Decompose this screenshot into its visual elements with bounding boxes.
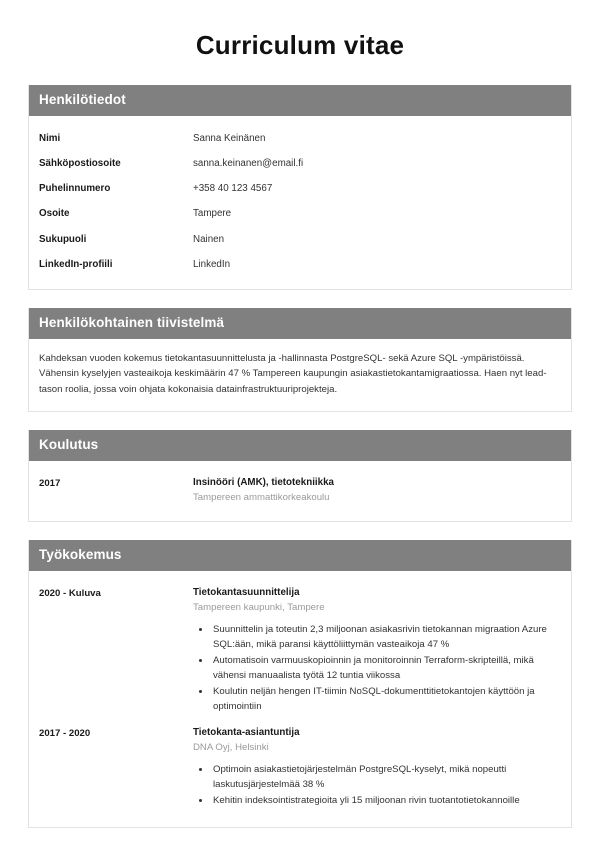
- experience-entry-bullet-list: [193, 623, 561, 714]
- experience-entry-bullet: • Automatisoin varmuuskopioinnin ja monitoroinnin Terraform-skripteillä, mikä vähensi manuaalista työtä 12 tuntia viikossa: [211, 654, 561, 684]
- personal-information-label: Osoite: [39, 208, 70, 220]
- experience-entry-subtitle: DNA Oyj, Helsinki: [193, 741, 269, 753]
- experience-entry-bullet: • Koulutin neljän hengen IT-tiimin NoSQL-dokumenttitietokantojen käyttöön ja optimointiin: [211, 685, 561, 715]
- experience-entry-details: [193, 726, 561, 811]
- personal-information-row: [39, 126, 561, 151]
- section-header-personal-summary: Henkilökohtainen tiivistelmä: [29, 308, 571, 339]
- personal-information-value: sanna.keinanen@email.fi: [193, 157, 304, 169]
- section-header-education: Koulutus: [29, 430, 571, 461]
- education-entry-title: Insinööri (AMK), tietotekniikka: [193, 476, 334, 488]
- personal-information-row: [39, 201, 561, 226]
- experience-entry-bullet: • Suunnittelin ja toteutin 2,3 miljoonan asiakasrivin tietokannan migraation Azure SQL:ään, mikä paransi käyttöliittymän vasteaikoja 47 %: [211, 623, 561, 653]
- experience-entry: [39, 721, 561, 815]
- experience-entry-title: Tietokantasuunnittelija: [193, 586, 300, 598]
- section-header-personal-information: Henkilötiedot: [29, 85, 571, 116]
- education-entry-date: 2017: [39, 477, 61, 489]
- personal-information-row: [39, 252, 561, 277]
- personal-information-label: LinkedIn-profiili: [39, 258, 113, 270]
- experience-entry: [39, 581, 561, 721]
- personal-information-row: [39, 227, 561, 252]
- personal-information-rows: [39, 126, 561, 277]
- section-header-work-experience: Työkokemus: [29, 540, 571, 571]
- education-entry: [39, 471, 561, 510]
- section-work-experience: [28, 540, 572, 827]
- summary-paragraph: Kahdeksan vuoden kokemus tietokantasuunnittelusta ja -hallinnasta PostgreSQL- sekä Azure SQL -ympäristöissä. Vähensin kyselyjen vasteaikoja keskimäärin 47 % Tampereen kaupungin asiakastietokantamigraatiossa. Haen nyt lead-tason roolia, jossa voin ohjata kokonaisia datainfrastruktuuriprojekteja.: [39, 352, 547, 395]
- experience-entry-date: 2020 - Kuluva: [39, 587, 101, 599]
- personal-information-label: Nimi: [39, 132, 61, 144]
- section-body-personal-information: [29, 116, 571, 289]
- education-entry-details: [193, 476, 561, 506]
- personal-information-table: [39, 126, 561, 277]
- personal-information-label: Sukupuoli: [39, 233, 87, 245]
- section-personal-information: [28, 85, 572, 290]
- experience-entry-bullet: • Optimoin asiakastietojärjestelmän PostgreSQL-kyselyt, mikä nopeutti laskutusjärjestelmää 38 %: [211, 763, 561, 793]
- personal-information-value: Tampere: [193, 208, 232, 220]
- personal-information-value: LinkedIn: [193, 258, 231, 270]
- section-personal-summary: [28, 308, 572, 412]
- personal-information-value: Sanna Keinänen: [193, 132, 266, 144]
- education-entry-subtitle: Tampereen ammattikorkeakoulu: [193, 491, 330, 503]
- section-education: [28, 430, 572, 522]
- section-body-education: [29, 461, 571, 522]
- personal-information-value: Nainen: [193, 233, 225, 245]
- experience-entry-date: 2017 - 2020: [39, 727, 91, 739]
- experience-entry-title: Tietokanta-asiantuntija: [193, 726, 300, 738]
- section-body-work-experience: [29, 571, 571, 827]
- experience-entry-bullet-list: [193, 763, 561, 809]
- experience-entry-bullet: • Kehitin indeksointistrategioita yli 15 miljoonan rivin tuotantotietokannoille: [211, 794, 561, 809]
- section-body-personal-summary: [29, 339, 571, 412]
- experience-entry-details: [193, 586, 561, 717]
- page-title: Curriculum vitae: [195, 30, 405, 60]
- personal-information-value: +358 40 123 4567: [193, 183, 273, 195]
- personal-information-row: [39, 176, 561, 201]
- personal-information-label: Puhelinnumero: [39, 183, 111, 195]
- experience-entry-subtitle: Tampereen kaupunki, Tampere: [193, 601, 325, 613]
- personal-information-label: Sähköpostiosoite: [39, 157, 121, 169]
- personal-information-row: [39, 151, 561, 176]
